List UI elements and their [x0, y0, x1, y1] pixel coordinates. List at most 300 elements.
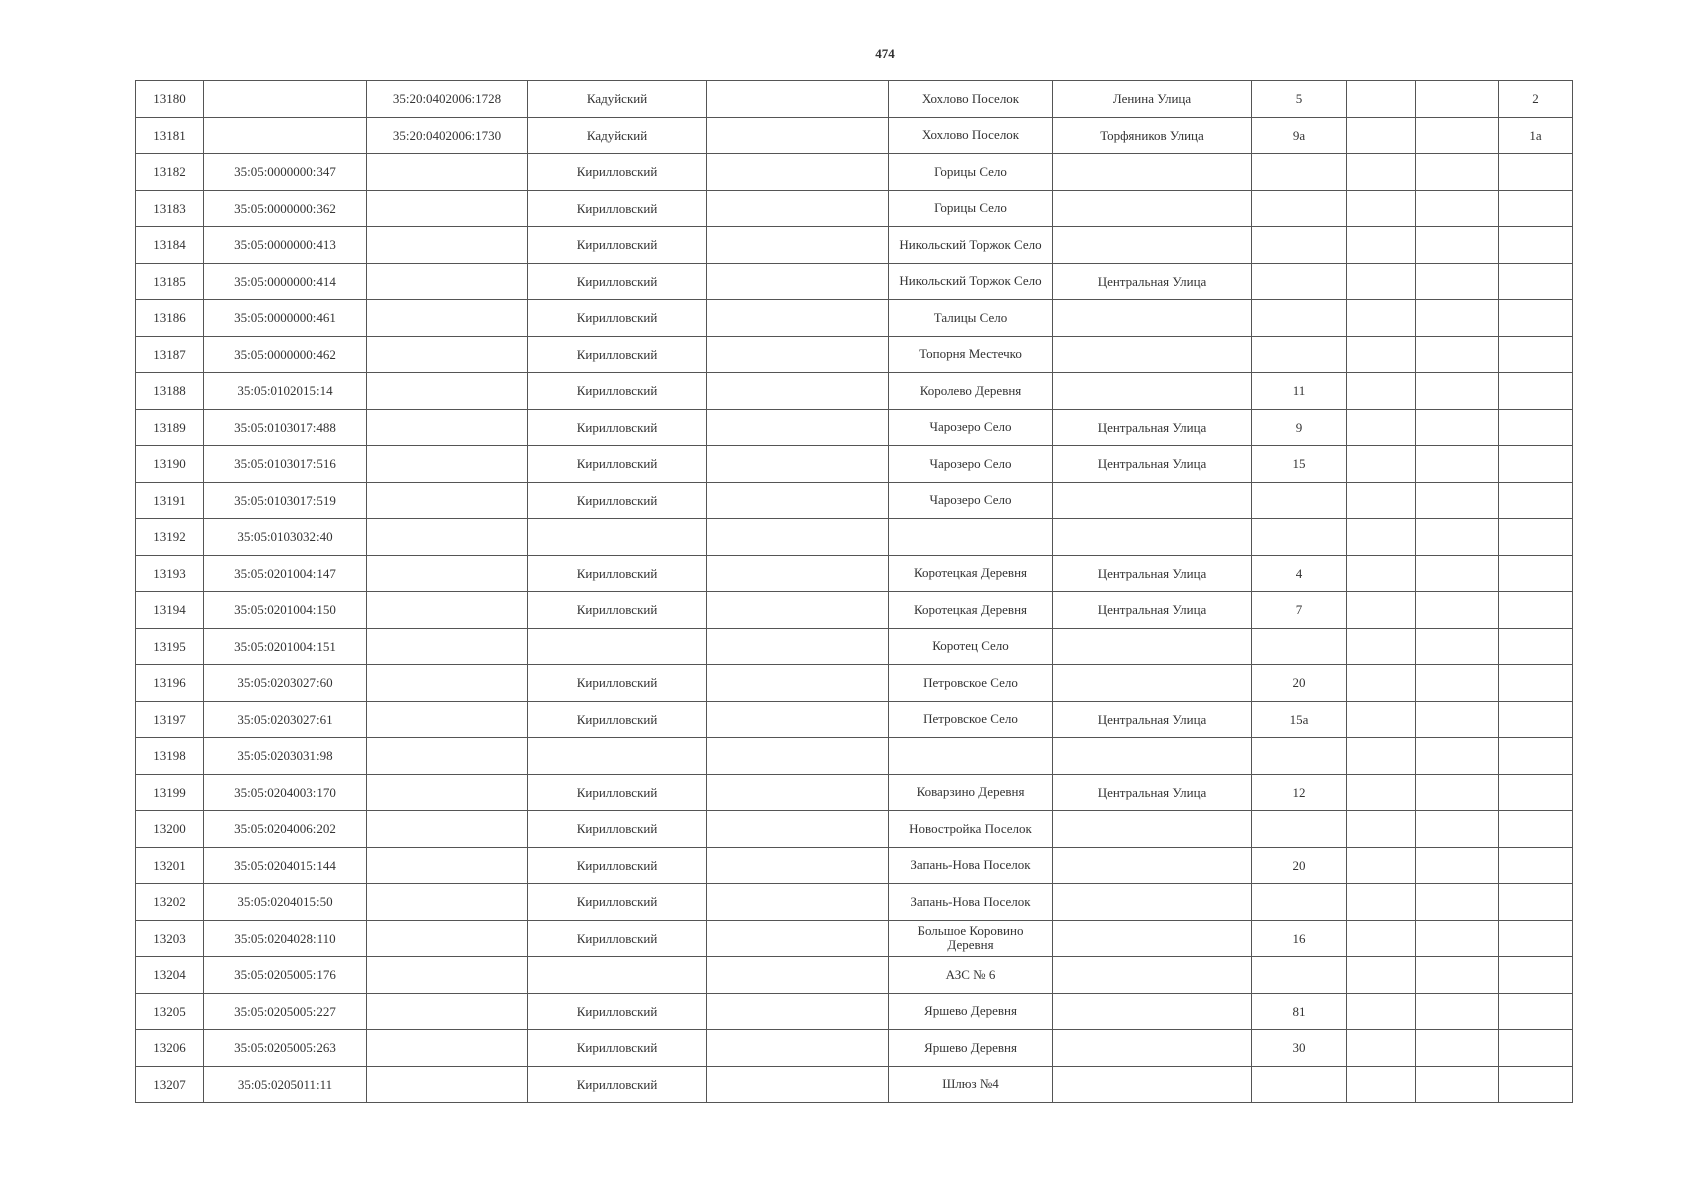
table-row: [136, 811, 1573, 848]
street-cell: Центральная Улица: [1053, 701, 1252, 738]
house-cell: 16: [1252, 920, 1347, 957]
apartment-cell: 2: [1499, 81, 1573, 118]
table-row: [136, 738, 1573, 775]
apartment-cell: [1499, 993, 1573, 1030]
cadastral-number-2-cell: [367, 993, 528, 1030]
apartment-cell: [1499, 1030, 1573, 1067]
building-cell: [1347, 154, 1416, 191]
building-cell: [1347, 665, 1416, 702]
house-cell: 9а: [1252, 117, 1347, 154]
district-cell: Кирилловский: [528, 227, 707, 264]
district-cell: Кирилловский: [528, 190, 707, 227]
cadastral-number-cell: 35:05:0201004:150: [204, 592, 367, 629]
row-number-cell: 13185: [136, 263, 204, 300]
settlement-cell: [707, 993, 889, 1030]
house-cell: [1252, 263, 1347, 300]
structure-cell: [1416, 592, 1499, 629]
locality-cell: Топорня Местечко: [889, 336, 1053, 373]
house-cell: 12: [1252, 774, 1347, 811]
cadastral-number-2-cell: [367, 592, 528, 629]
locality-cell: Яршево Деревня: [889, 1030, 1053, 1067]
locality-cell: Чарозеро Село: [889, 446, 1053, 483]
row-number-cell: 13190: [136, 446, 204, 483]
structure-cell: [1416, 482, 1499, 519]
table-row: [136, 1066, 1573, 1103]
street-cell: [1053, 482, 1252, 519]
row-number-cell: 13197: [136, 701, 204, 738]
cadastral-number-cell: 35:05:0000000:413: [204, 227, 367, 264]
locality-cell: Талицы Село: [889, 300, 1053, 337]
street-cell: [1053, 738, 1252, 775]
cadastral-number-2-cell: [367, 190, 528, 227]
settlement-cell: [707, 774, 889, 811]
apartment-cell: 1а: [1499, 117, 1573, 154]
settlement-cell: [707, 628, 889, 665]
house-cell: 11: [1252, 373, 1347, 410]
cadastral-number-2-cell: [367, 774, 528, 811]
house-cell: 81: [1252, 993, 1347, 1030]
cadastral-number-2-cell: [367, 811, 528, 848]
cadastral-number-cell: 35:05:0000000:362: [204, 190, 367, 227]
building-cell: [1347, 446, 1416, 483]
building-cell: [1347, 592, 1416, 629]
apartment-cell: [1499, 227, 1573, 264]
building-cell: [1347, 1066, 1416, 1103]
street-cell: [1053, 884, 1252, 921]
cadastral-number-2-cell: [367, 373, 528, 410]
district-cell: Кирилловский: [528, 409, 707, 446]
settlement-cell: [707, 738, 889, 775]
table-row: [136, 190, 1573, 227]
street-cell: [1053, 154, 1252, 191]
apartment-cell: [1499, 190, 1573, 227]
settlement-cell: [707, 1066, 889, 1103]
structure-cell: [1416, 1066, 1499, 1103]
row-number-cell: 13192: [136, 519, 204, 556]
row-number-cell: 13207: [136, 1066, 204, 1103]
street-cell: [1053, 665, 1252, 702]
street-cell: Центральная Улица: [1053, 409, 1252, 446]
cadastral-number-cell: 35:05:0204006:202: [204, 811, 367, 848]
row-number-cell: 13183: [136, 190, 204, 227]
settlement-cell: [707, 957, 889, 994]
cadastral-number-2-cell: [367, 847, 528, 884]
building-cell: [1347, 957, 1416, 994]
cadastral-number-cell: 35:05:0103032:40: [204, 519, 367, 556]
locality-cell: Хохлово Поселок: [889, 117, 1053, 154]
building-cell: [1347, 263, 1416, 300]
structure-cell: [1416, 993, 1499, 1030]
apartment-cell: [1499, 300, 1573, 337]
locality-cell: [889, 738, 1053, 775]
table-row: [136, 957, 1573, 994]
district-cell: Кирилловский: [528, 774, 707, 811]
apartment-cell: [1499, 336, 1573, 373]
table-row: [136, 993, 1573, 1030]
house-cell: [1252, 190, 1347, 227]
building-cell: [1347, 774, 1416, 811]
registry-table-body: [136, 81, 1573, 1103]
row-number-cell: 13198: [136, 738, 204, 775]
house-cell: 15а: [1252, 701, 1347, 738]
row-number-cell: 13181: [136, 117, 204, 154]
apartment-cell: [1499, 811, 1573, 848]
building-cell: [1347, 555, 1416, 592]
settlement-cell: [707, 190, 889, 227]
building-cell: [1347, 811, 1416, 848]
cadastral-number-2-cell: [367, 555, 528, 592]
building-cell: [1347, 373, 1416, 410]
cadastral-number-cell: 35:05:0103017:519: [204, 482, 367, 519]
building-cell: [1347, 117, 1416, 154]
locality-cell: Никольский Торжок Село: [889, 263, 1053, 300]
settlement-cell: [707, 811, 889, 848]
apartment-cell: [1499, 665, 1573, 702]
cadastral-number-2-cell: [367, 300, 528, 337]
cadastral-number-cell: [204, 117, 367, 154]
structure-cell: [1416, 373, 1499, 410]
cadastral-number-cell: 35:05:0102015:14: [204, 373, 367, 410]
street-cell: [1053, 993, 1252, 1030]
settlement-cell: [707, 81, 889, 118]
cadastral-number-2-cell: [367, 263, 528, 300]
structure-cell: [1416, 117, 1499, 154]
row-number-cell: 13204: [136, 957, 204, 994]
structure-cell: [1416, 409, 1499, 446]
row-number-cell: 13180: [136, 81, 204, 118]
settlement-cell: [707, 373, 889, 410]
table-row: [136, 373, 1573, 410]
row-number-cell: 13206: [136, 1030, 204, 1067]
building-cell: [1347, 190, 1416, 227]
cadastral-number-2-cell: [367, 920, 528, 957]
street-cell: [1053, 920, 1252, 957]
building-cell: [1347, 701, 1416, 738]
district-cell: Кирилловский: [528, 263, 707, 300]
locality-cell: Коротец Село: [889, 628, 1053, 665]
structure-cell: [1416, 1030, 1499, 1067]
cadastral-number-2-cell: [367, 446, 528, 483]
apartment-cell: [1499, 1066, 1573, 1103]
cadastral-number-cell: 35:05:0203027:61: [204, 701, 367, 738]
cadastral-number-cell: 35:05:0000000:414: [204, 263, 367, 300]
cadastral-number-2-cell: [367, 884, 528, 921]
registry-table: [135, 80, 1573, 1103]
settlement-cell: [707, 1030, 889, 1067]
district-cell: [528, 738, 707, 775]
house-cell: [1252, 519, 1347, 556]
structure-cell: [1416, 190, 1499, 227]
locality-cell: Запань-Нова Поселок: [889, 847, 1053, 884]
structure-cell: [1416, 227, 1499, 264]
house-cell: [1252, 811, 1347, 848]
table-row: [136, 263, 1573, 300]
row-number-cell: 13195: [136, 628, 204, 665]
district-cell: Кирилловский: [528, 336, 707, 373]
apartment-cell: [1499, 263, 1573, 300]
locality-cell: Королево Деревня: [889, 373, 1053, 410]
cadastral-number-2-cell: [367, 154, 528, 191]
settlement-cell: [707, 555, 889, 592]
locality-cell: Горицы Село: [889, 190, 1053, 227]
table-row: [136, 884, 1573, 921]
street-cell: [1053, 1066, 1252, 1103]
apartment-cell: [1499, 701, 1573, 738]
cadastral-number-cell: 35:05:0205005:227: [204, 993, 367, 1030]
table-row: [136, 482, 1573, 519]
district-cell: Кирилловский: [528, 993, 707, 1030]
house-cell: [1252, 738, 1347, 775]
district-cell: Кирилловский: [528, 555, 707, 592]
cadastral-number-cell: 35:05:0204015:144: [204, 847, 367, 884]
settlement-cell: [707, 701, 889, 738]
structure-cell: [1416, 446, 1499, 483]
apartment-cell: [1499, 519, 1573, 556]
cadastral-number-cell: 35:05:0103017:488: [204, 409, 367, 446]
district-cell: Кирилловский: [528, 701, 707, 738]
building-cell: [1347, 884, 1416, 921]
district-cell: Кирилловский: [528, 920, 707, 957]
cadastral-number-cell: 35:05:0201004:147: [204, 555, 367, 592]
settlement-cell: [707, 847, 889, 884]
cadastral-number-2-cell: [367, 701, 528, 738]
cadastral-number-cell: 35:05:0203027:60: [204, 665, 367, 702]
structure-cell: [1416, 957, 1499, 994]
locality-cell: Хохлово Поселок: [889, 81, 1053, 118]
cadastral-number-cell: 35:05:0000000:347: [204, 154, 367, 191]
district-cell: Кирилловский: [528, 1030, 707, 1067]
settlement-cell: [707, 519, 889, 556]
building-cell: [1347, 409, 1416, 446]
district-cell: Кирилловский: [528, 154, 707, 191]
house-cell: [1252, 482, 1347, 519]
cadastral-number-cell: 35:05:0000000:462: [204, 336, 367, 373]
street-cell: [1053, 336, 1252, 373]
table-row: [136, 701, 1573, 738]
apartment-cell: [1499, 446, 1573, 483]
locality-cell: Коварзино Деревня: [889, 774, 1053, 811]
structure-cell: [1416, 555, 1499, 592]
settlement-cell: [707, 117, 889, 154]
apartment-cell: [1499, 774, 1573, 811]
settlement-cell: [707, 920, 889, 957]
locality-cell: Петровское Село: [889, 665, 1053, 702]
structure-cell: [1416, 519, 1499, 556]
locality-cell: Новостройка Поселок: [889, 811, 1053, 848]
structure-cell: [1416, 300, 1499, 337]
apartment-cell: [1499, 373, 1573, 410]
street-cell: [1053, 227, 1252, 264]
house-cell: 30: [1252, 1030, 1347, 1067]
row-number-cell: 13194: [136, 592, 204, 629]
cadastral-number-2-cell: [367, 957, 528, 994]
street-cell: [1053, 519, 1252, 556]
street-cell: Центральная Улица: [1053, 774, 1252, 811]
district-cell: Кирилловский: [528, 446, 707, 483]
cadastral-number-cell: 35:05:0205005:176: [204, 957, 367, 994]
structure-cell: [1416, 628, 1499, 665]
district-cell: Кирилловский: [528, 300, 707, 337]
apartment-cell: [1499, 592, 1573, 629]
street-cell: [1053, 190, 1252, 227]
district-cell: Кирилловский: [528, 373, 707, 410]
table-row: [136, 117, 1573, 154]
cadastral-number-cell: 35:05:0204003:170: [204, 774, 367, 811]
house-cell: [1252, 154, 1347, 191]
house-cell: [1252, 628, 1347, 665]
cadastral-number-cell: 35:05:0103017:516: [204, 446, 367, 483]
table-row: [136, 409, 1573, 446]
apartment-cell: [1499, 738, 1573, 775]
settlement-cell: [707, 154, 889, 191]
locality-cell: Коротецкая Деревня: [889, 555, 1053, 592]
district-cell: [528, 628, 707, 665]
structure-cell: [1416, 774, 1499, 811]
table-row: [136, 227, 1573, 264]
table-row: [136, 555, 1573, 592]
settlement-cell: [707, 884, 889, 921]
house-cell: [1252, 884, 1347, 921]
table-row: [136, 592, 1573, 629]
table-row: [136, 1030, 1573, 1067]
street-cell: [1053, 628, 1252, 665]
cadastral-number-cell: 35:05:0203031:98: [204, 738, 367, 775]
cadastral-number-2-cell: [367, 665, 528, 702]
cadastral-number-cell: 35:05:0205005:263: [204, 1030, 367, 1067]
table-row: [136, 446, 1573, 483]
row-number-cell: 13201: [136, 847, 204, 884]
row-number-cell: 13184: [136, 227, 204, 264]
settlement-cell: [707, 336, 889, 373]
district-cell: Кирилловский: [528, 811, 707, 848]
district-cell: Кадуйский: [528, 81, 707, 118]
row-number-cell: 13188: [136, 373, 204, 410]
district-cell: [528, 957, 707, 994]
street-cell: Центральная Улица: [1053, 555, 1252, 592]
cadastral-number-cell: 35:05:0205011:11: [204, 1066, 367, 1103]
locality-cell: Никольский Торжок Село: [889, 227, 1053, 264]
structure-cell: [1416, 665, 1499, 702]
locality-cell: Запань-Нова Поселок: [889, 884, 1053, 921]
apartment-cell: [1499, 154, 1573, 191]
table-row: [136, 665, 1573, 702]
locality-cell: [889, 519, 1053, 556]
street-cell: Центральная Улица: [1053, 592, 1252, 629]
house-cell: [1252, 227, 1347, 264]
table-row: [136, 774, 1573, 811]
table-row: [136, 628, 1573, 665]
street-cell: Ленина Улица: [1053, 81, 1252, 118]
house-cell: 4: [1252, 555, 1347, 592]
district-cell: Кадуйский: [528, 117, 707, 154]
apartment-cell: [1499, 555, 1573, 592]
cadastral-number-2-cell: 35:20:0402006:1728: [367, 81, 528, 118]
structure-cell: [1416, 738, 1499, 775]
cadastral-number-cell: 35:05:0204015:50: [204, 884, 367, 921]
locality-cell: Горицы Село: [889, 154, 1053, 191]
settlement-cell: [707, 446, 889, 483]
building-cell: [1347, 336, 1416, 373]
house-cell: 20: [1252, 847, 1347, 884]
cadastral-number-cell: 35:05:0201004:151: [204, 628, 367, 665]
structure-cell: [1416, 336, 1499, 373]
house-cell: [1252, 300, 1347, 337]
settlement-cell: [707, 227, 889, 264]
locality-cell: Чарозеро Село: [889, 482, 1053, 519]
cadastral-number-cell: 35:05:0204028:110: [204, 920, 367, 957]
row-number-cell: 13200: [136, 811, 204, 848]
locality-cell: Коротецкая Деревня: [889, 592, 1053, 629]
house-cell: 9: [1252, 409, 1347, 446]
page-number: 474: [875, 46, 895, 61]
cadastral-number-2-cell: [367, 519, 528, 556]
street-cell: Торфяников Улица: [1053, 117, 1252, 154]
house-cell: 20: [1252, 665, 1347, 702]
building-cell: [1347, 1030, 1416, 1067]
structure-cell: [1416, 884, 1499, 921]
table-row: [136, 336, 1573, 373]
table-row: [136, 920, 1573, 957]
apartment-cell: [1499, 628, 1573, 665]
row-number-cell: 13196: [136, 665, 204, 702]
cadastral-number-2-cell: 35:20:0402006:1730: [367, 117, 528, 154]
building-cell: [1347, 920, 1416, 957]
apartment-cell: [1499, 957, 1573, 994]
street-cell: [1053, 811, 1252, 848]
row-number-cell: 13193: [136, 555, 204, 592]
cadastral-number-2-cell: [367, 336, 528, 373]
district-cell: Кирилловский: [528, 847, 707, 884]
cadastral-number-2-cell: [367, 1030, 528, 1067]
house-cell: [1252, 957, 1347, 994]
settlement-cell: [707, 665, 889, 702]
structure-cell: [1416, 847, 1499, 884]
building-cell: [1347, 81, 1416, 118]
apartment-cell: [1499, 884, 1573, 921]
house-cell: 15: [1252, 446, 1347, 483]
row-number-cell: 13189: [136, 409, 204, 446]
district-cell: Кирилловский: [528, 665, 707, 702]
structure-cell: [1416, 920, 1499, 957]
cadastral-number-cell: [204, 81, 367, 118]
locality-cell: АЗС № 6: [889, 957, 1053, 994]
street-cell: [1053, 373, 1252, 410]
structure-cell: [1416, 811, 1499, 848]
apartment-cell: [1499, 482, 1573, 519]
building-cell: [1347, 227, 1416, 264]
structure-cell: [1416, 701, 1499, 738]
row-number-cell: 13191: [136, 482, 204, 519]
structure-cell: [1416, 263, 1499, 300]
street-cell: [1053, 1030, 1252, 1067]
locality-cell: Чарозеро Село: [889, 409, 1053, 446]
settlement-cell: [707, 592, 889, 629]
house-cell: 5: [1252, 81, 1347, 118]
cadastral-number-2-cell: [367, 227, 528, 264]
table-row: [136, 81, 1573, 118]
district-cell: Кирилловский: [528, 592, 707, 629]
structure-cell: [1416, 154, 1499, 191]
house-cell: 7: [1252, 592, 1347, 629]
table-row: [136, 154, 1573, 191]
district-cell: Кирилловский: [528, 1066, 707, 1103]
settlement-cell: [707, 300, 889, 337]
locality-cell: Петровское Село: [889, 701, 1053, 738]
apartment-cell: [1499, 847, 1573, 884]
row-number-cell: 13205: [136, 993, 204, 1030]
building-cell: [1347, 847, 1416, 884]
cadastral-number-2-cell: [367, 628, 528, 665]
